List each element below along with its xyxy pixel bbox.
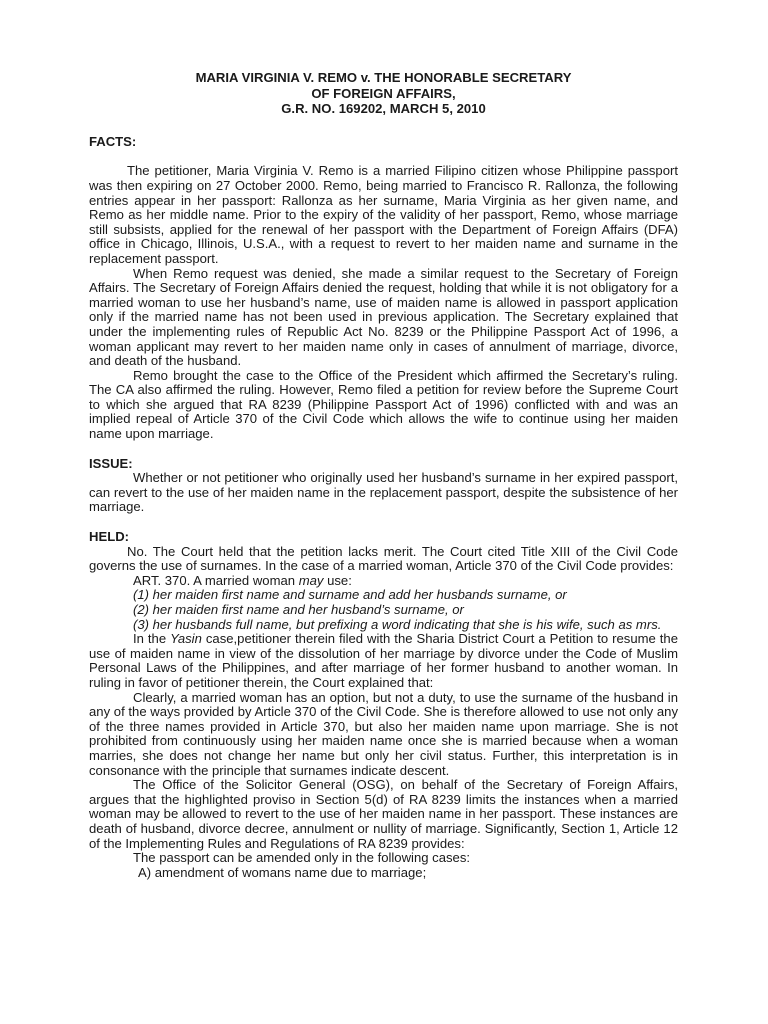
issue-paragraph: Whether or not petitioner who originally used her husband’s surname in her expired passport, can revert to the use of her maiden name in the replacement passport, despite the subsistence of her marriage. <box>89 470 678 515</box>
article-370-option-1: (1) her maiden first name and surname and add her husbands surname, or <box>133 587 567 603</box>
article-370-option-3: (3) her husbands full name, but prefixing a word indicating that she is his wife, such as mrs. <box>133 616 662 632</box>
yasin-prefix: In the <box>133 631 171 647</box>
yasin-text: case,petitioner therein filed with the Sharia District Court a Petition to resume the use of maiden name in view of the dissolution of her marriage by divorce under the Code of Muslim Personal Laws of the Philippines, and after marriage of her former husband to another woman. In ruling in favor of petitioner therein, the Court explained that: <box>89 631 678 690</box>
amendment-item-a: A) amendment of womans name due to marriage; <box>138 864 427 880</box>
amendment-intro: The passport can be amended only in the following cases: <box>133 850 471 866</box>
article-370-option-2: (2) her maiden first name and her husband’s surname, or <box>133 602 464 617</box>
facts-paragraph-1: The petitioner, Maria Virginia V. Remo is a married Filipino citizen whose Philippine passport was then expiring on 27 October 2000. Remo, being married to Francisco R. Rallonza, the following entries appear in her passport: Rallonza as her surname, Maria Virginia as her given name, and Remo as her middle name. Prior to the expiry of the validity of her passport, Remo, whose marriage still subsists, applied for the renewal of her passport with the Department of Foreign Affairs (DFA) office in Chicago, Illinois, U.S.A., with a request to revert to her maiden name and surname in the replacement passport. <box>89 163 678 266</box>
facts-heading: FACTS: <box>89 133 137 149</box>
case-title-line-1: MARIA VIRGINIA V. REMO v. THE HONORABLE SECRETARY <box>195 70 572 85</box>
article-370-suffix: use: <box>323 572 352 588</box>
article-370-line <box>89 574 678 589</box>
facts-paragraph-2: When Remo request was denied, she made a similar request to the Secretary of Foreign Affairs. The Secretary of Foreign Affairs denied the request, holding that while it is not obligatory for a married woman to use her husband’s name, use of maiden name is allowed in passport application only if the married name has not been used in previous application. The Secretary explained that under the implementing rules of Republic Act No. 8239 or the Philippine Passport Act of 1996, a woman applicant may revert to her maiden name only in cases of annulment of marriage, divorce, and death of the husband. <box>89 265 678 369</box>
facts-paragraph-3: Remo brought the case to the Office of the President which affirmed the Secretary’s ruling. The CA also affirmed the ruling. However, Remo filed a petition for review before the Supreme Court to which she argued that RA 8239 (Philippine Passport Act of 1996) conflicted with and was an implied repeal of Article 370 of the Civil Code which allows the wife to continue using her maiden name upon marriage. <box>89 367 678 442</box>
held-heading: HELD: <box>89 529 130 545</box>
article-370-may: may <box>298 572 324 588</box>
issue-heading: ISSUE: <box>89 455 133 471</box>
article-370-prefix: ART. 370. A married woman <box>133 572 299 588</box>
yasin-case-name: Yasin <box>170 631 202 647</box>
yasin-paragraph <box>89 632 678 690</box>
osg-paragraph: The Office of the Solicitor General (OSG), on behalf of the Secretary of Foreign Affairs, argues that the highlighted proviso in Section 5(d) of RA 8239 limits the instances when a married woman may be allowed to revert to the use of her maiden name in her passport. These instances are death of husband, divorce decree, annulment or nullity of marriage. Significantly, Section 1, Article 12 of the Implementing Rules and Regulations of RA 8239 provides: <box>89 777 678 851</box>
document-page <box>89 70 678 880</box>
clearly-paragraph: Clearly, a married woman has an option, but not a duty, to use the surname of the husband in any of the ways provided by Article 370 of the Civil Code. She is therefore allowed to use not only any of the three names provided in Article 370, but also her maiden name upon marriage. She is not prohibited from continuously using her maiden name once she is married because when a woman marries, she does not change her name but only her civil status. Further, this interpretation is in consonance with the principle that surnames indicate descent. <box>89 689 678 778</box>
held-intro-paragraph: No. The Court held that the petition lacks merit. The Court cited Title XIII of the Civil Code governs the use of surnames. In the case of a married woman, Article 370 of the Civil Code provides: <box>89 543 678 574</box>
case-title-line-3: G.R. NO. 169202, MARCH 5, 2010 <box>281 101 486 117</box>
case-title-line-2: OF FOREIGN AFFAIRS, <box>311 85 456 101</box>
